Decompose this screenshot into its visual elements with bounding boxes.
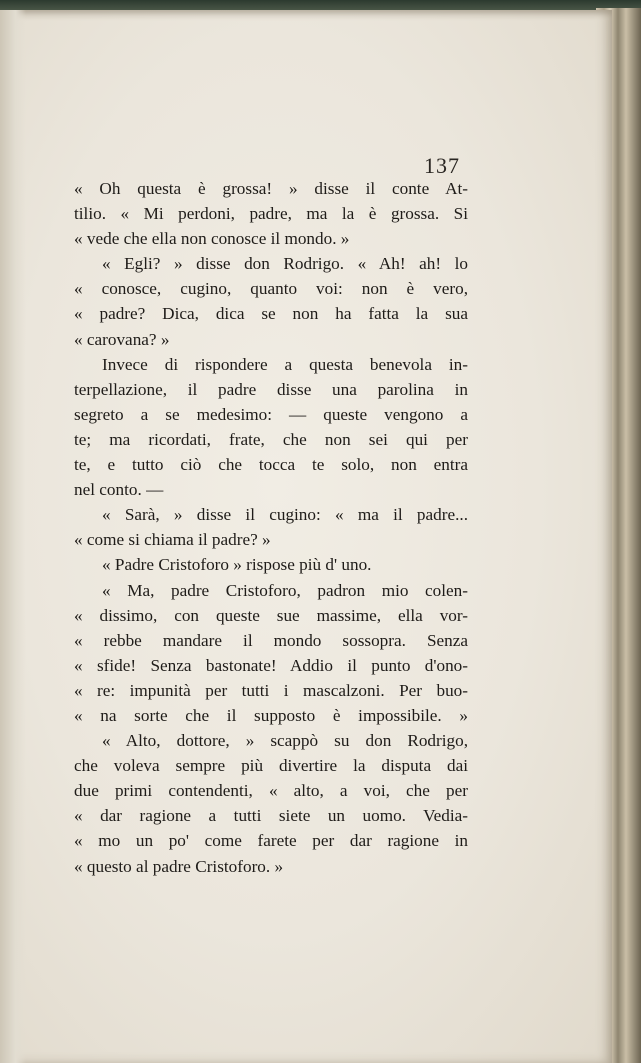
- text-line: « na sorte che il supposto è impossibile. »: [74, 705, 468, 725]
- text-line: « questo al padre Cristoforo. »: [74, 856, 284, 876]
- text-line: « padre? Dica, dica se non ha fatta la sua: [74, 304, 468, 324]
- text-line: te, e tutto ciò che tocca te solo, non entra: [74, 455, 468, 475]
- text-line: « rebbe mandare il mondo sossopra. Senza: [74, 630, 468, 650]
- text-line: « dar ragione a tutti siete un uomo. Vedia-: [74, 806, 468, 826]
- text-line: « Padre Cristoforo » rispose più d' uno.: [102, 555, 372, 575]
- text-line: « Alto, dottore, » scappò su don Rodrigo,: [102, 731, 468, 751]
- body-text: [74, 176, 468, 879]
- text-line: « sfide! Senza bastonate! Addio il punto d'ono-: [74, 655, 468, 675]
- text-line: segreto a se medesimo: — queste vengono a: [74, 404, 468, 424]
- text-line: « come si chiama il padre? »: [74, 530, 271, 550]
- text-line: « dissimo, con queste sue massime, ella vor-: [74, 605, 468, 625]
- text-line: « vede che ella non conosce il mondo. »: [74, 229, 350, 249]
- text-line: « re: impunità per tutti i mascalzoni. Per buo-: [74, 680, 468, 700]
- text-line: nel conto. —: [74, 480, 164, 500]
- text-line: « conosce, cugino, quanto voi: non è vero,: [74, 279, 468, 299]
- text-line: due primi contendenti, « alto, a voi, che per: [74, 781, 468, 801]
- text-line: te; ma ricordati, frate, che non sei qui per: [74, 429, 468, 449]
- text-line: che voleva sempre più divertire la disputa dai: [74, 756, 468, 776]
- text-line: « Egli? » disse don Rodrigo. « Ah! ah! lo: [102, 254, 468, 274]
- text-line: « carovana? »: [74, 329, 170, 349]
- text-line: « Ma, padre Cristoforo, padron mio colen-: [102, 580, 468, 600]
- text-line: Invece di rispondere a questa benevola in-: [102, 354, 468, 374]
- text-line: « Oh questa è grossa! » disse il conte At-: [74, 179, 468, 198]
- text-line: « mo un po' come farete per dar ragione in: [74, 831, 468, 851]
- text-line: tilio. « Mi perdoni, padre, ma la è grossa. Si: [74, 204, 468, 224]
- text-line: « Sarà, » disse il cugino: « ma il padre...: [102, 505, 468, 525]
- text-line: terpellazione, il padre disse una parolina in: [74, 379, 468, 399]
- page-gutter: [0, 10, 26, 1063]
- page-number: 137: [424, 153, 460, 178]
